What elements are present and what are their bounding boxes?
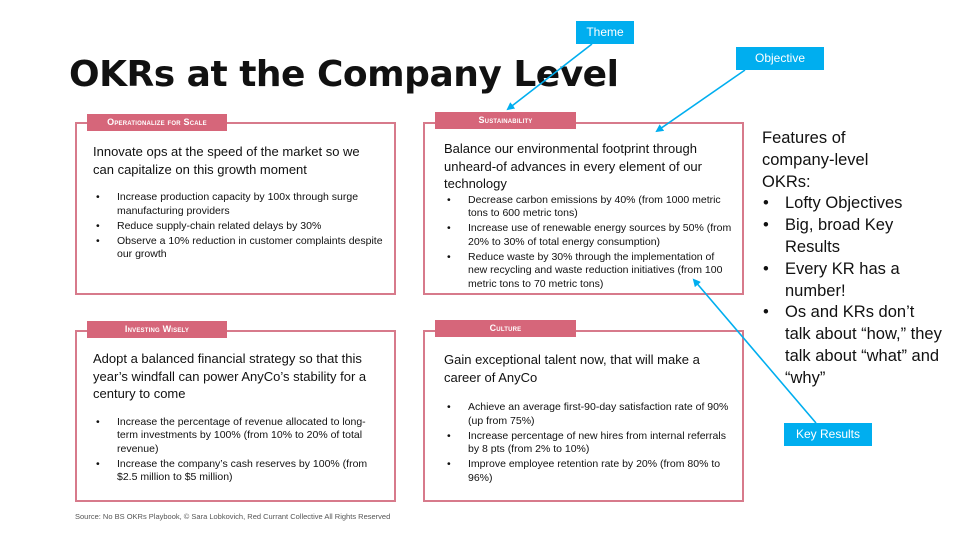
key-result-item: • Increase percentage of new hires from internal referrals by 8 pts (from 2% to 10%): [444, 430, 736, 457]
key-result-item: • Increase the company’s cash reserves by 100% (from $2.5 million to $5 million): [93, 458, 383, 485]
feature-item: • Lofty Objectives: [762, 193, 952, 215]
callout-objective: Objective: [736, 47, 824, 70]
callout-key-results: Key Results: [784, 423, 872, 446]
theme-tag-culture: Culture: [435, 320, 576, 337]
theme-tag-investing: Investing Wisely: [87, 321, 227, 338]
theme-tag-operationalize: Operationalize for Scale: [87, 114, 227, 131]
key-result-item: • Observe a 10% reduction in customer complaints despite our growth: [93, 235, 383, 262]
objective-arrow: [657, 70, 745, 131]
key-result-item: • Reduce supply-chain related delays by 30%: [93, 220, 383, 234]
objective-text: Innovate ops at the speed of the market so we can capitalize on this growth moment: [93, 144, 360, 177]
features-list: [762, 193, 952, 389]
feature-item: • Every KR has a number!: [762, 259, 912, 303]
feature-item: • Big, broad Key Results: [762, 215, 912, 259]
theme-tag-sustainability: Sustainability: [435, 112, 576, 129]
key-result-item: • Increase use of renewable energy sources by 50% (from 20% to 30% of total energy consumption): [444, 222, 736, 249]
objective-text: Balance our environmental footprint through unheard-of advances in every element of our technology: [444, 141, 702, 191]
key-result-item: • Reduce waste by 30% through the implementation of new recycling and waste reduction initiatives (from 100 metric tons to 70 metric tons): [444, 251, 736, 292]
objective-text: Adopt a balanced financial strategy so that this year’s windfall can power AnyCo’s stability for a century to come: [93, 351, 367, 401]
features-heading: Features of company-level OKRs:: [762, 129, 869, 191]
theme-arrow: [508, 44, 592, 109]
key-result-item: • Increase production capacity by 100x through surge manufacturing providers: [93, 191, 383, 218]
key-result-item: • Decrease carbon emissions by 40% (from 1000 metric tons to 600 metric tons): [444, 194, 736, 221]
feature-item: • Os and KRs don’t talk about “how,” they talk about “what” and “why”: [762, 302, 944, 389]
source-footnote: Source: No BS OKRs Playbook, © Sara Lobkovich, Red Currant Collective All Rights Reserved: [75, 512, 391, 521]
page-title: OKRs at the Company Level: [69, 54, 619, 95]
key-result-item: • Increase the percentage of revenue allocated to long-term investments by 100% (from 10% to 20% of total revenue): [93, 416, 383, 457]
objective-text: Gain exceptional talent now, that will make a career of AnyCo: [444, 352, 700, 385]
key-result-item: • Achieve an average first-90-day satisfaction rate of 90% (up from 75%): [444, 401, 736, 428]
features-panel: [762, 128, 952, 390]
callout-theme: Theme: [576, 21, 634, 44]
key-result-item: • Improve employee retention rate by 20% (from 80% to 96%): [444, 458, 736, 485]
